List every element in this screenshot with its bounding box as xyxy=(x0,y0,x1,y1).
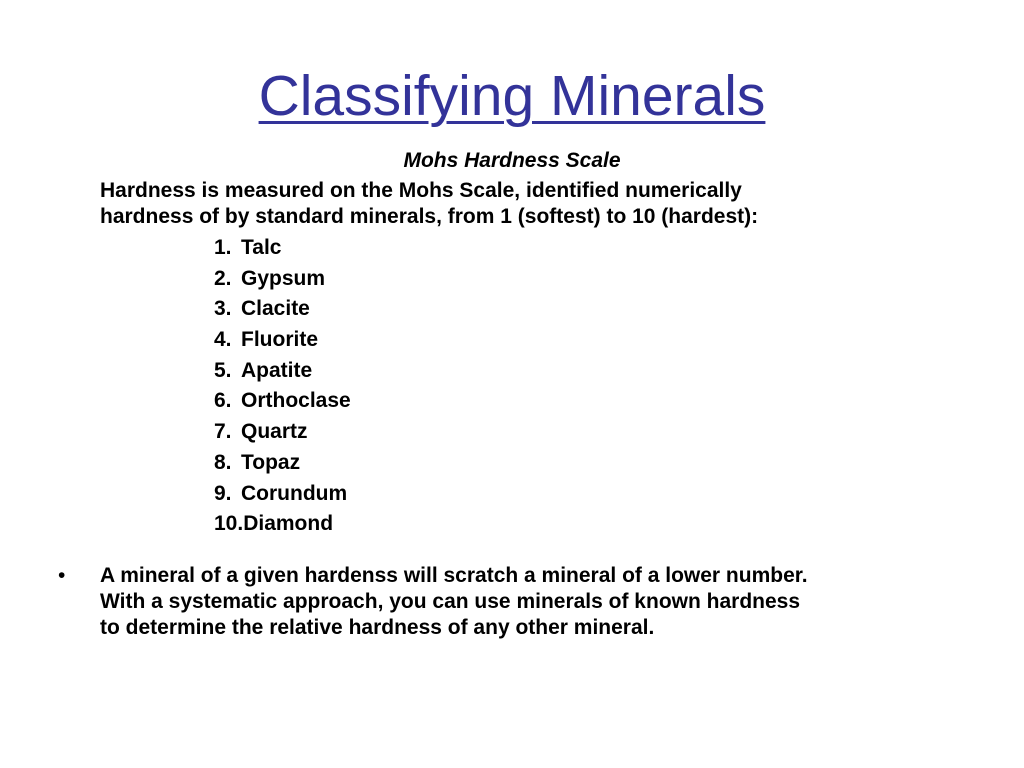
mineral-number: 2. xyxy=(214,266,232,290)
mineral-item xyxy=(214,479,351,510)
mineral-item xyxy=(214,264,351,295)
intro-paragraph xyxy=(100,178,980,230)
bullet-line: to determine the relative hardness of any other mineral. xyxy=(100,616,655,639)
mineral-name: Topaz xyxy=(241,450,301,474)
mineral-name: Diamond xyxy=(243,512,334,536)
mineral-number: 4. xyxy=(214,328,232,352)
mineral-name: Quartz xyxy=(241,420,308,444)
scale-subtitle: Mohs Hardness Scale xyxy=(403,149,621,172)
mineral-item xyxy=(214,356,351,387)
bullet-line: A mineral of a given hardenss will scratch a mineral of a lower number. xyxy=(100,564,808,587)
intro-line: Hardness is measured on the Mohs Scale, identified numerically xyxy=(100,179,742,202)
mineral-item xyxy=(214,417,351,448)
mineral-number: 7. xyxy=(214,420,232,444)
slide-title-text: Classifying Minerals xyxy=(258,64,766,128)
mineral-number: 10. xyxy=(214,512,244,536)
mineral-list xyxy=(214,233,351,540)
mineral-number: 1. xyxy=(214,236,232,259)
mineral-item xyxy=(214,448,351,479)
mineral-number: 6. xyxy=(214,389,232,413)
bullet-icon: • xyxy=(58,564,66,587)
mineral-number: 3. xyxy=(214,297,232,321)
mineral-item xyxy=(214,233,351,264)
mineral-number: 9. xyxy=(214,481,232,505)
mineral-item xyxy=(214,509,351,540)
mineral-name: Orthoclase xyxy=(241,389,351,413)
mineral-name: Clacite xyxy=(241,297,310,321)
mineral-name: Fluorite xyxy=(241,328,318,352)
bullet-line: With a systematic approach, you can use minerals of known hardness xyxy=(100,590,801,613)
mineral-number: 5. xyxy=(214,358,232,382)
mineral-item xyxy=(214,294,351,325)
mineral-item xyxy=(214,325,351,356)
mineral-name: Gypsum xyxy=(241,266,326,290)
mineral-item xyxy=(214,386,351,417)
mineral-number: 8. xyxy=(214,450,232,474)
mineral-name: Apatite xyxy=(241,358,313,382)
bullet-text xyxy=(100,563,990,641)
slide-title xyxy=(0,62,1024,130)
intro-line: hardness of by standard minerals, from 1 (softest) to 10 (hardest): xyxy=(100,205,759,228)
mineral-name: Corundum xyxy=(241,481,348,505)
mineral-name: Talc xyxy=(241,236,282,259)
